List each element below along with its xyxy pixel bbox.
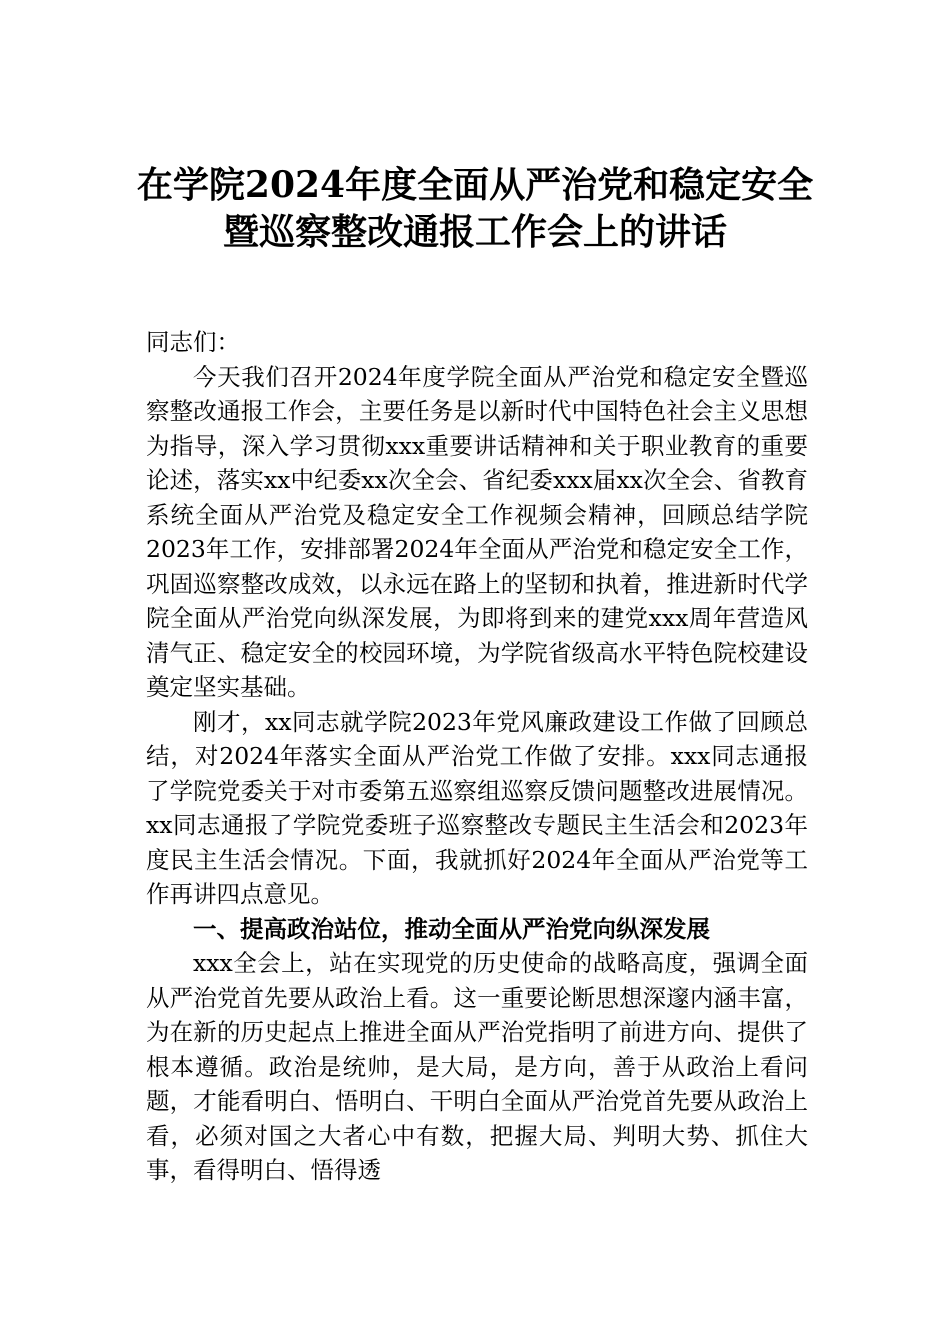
document-title-line-1: 在学院2024年度全面从严治党和稳定安全 bbox=[136, 164, 814, 206]
salutation: 同志们： bbox=[146, 328, 240, 356]
document-title-line-2: 暨巡察整改通报工作会上的讲话 bbox=[222, 211, 727, 253]
paragraph-1: 今天我们召开2024年度学院全面从严治党和稳定安全暨巡察整改通报工作会，主要任务是以新时代中国特色社会主义思想为指导，深入学习贯彻xxx重要讲话精神和关于职业教育的重要论述，落实xx中纪委xx次全会、省纪委xxx届xx次全会、省教育系统全面从严治党及稳定安全工作视频会精神，回顾总结学院2023年工作，安排部署2024年全面从严治党和稳定安全工作，巩固巡察整改成效，以永远在路上的坚韧和执着，推进新时代学院全面从严治党向纵深发展，为即将到来的建党xxx周年营造风清气正、稳定安全的校园环境，为学院省级高水平特色院校建设奠定坚实基础。 bbox=[146, 362, 808, 701]
document-body bbox=[146, 325, 808, 1188]
paragraph-2: 刚才，xx同志就学院2023年党风廉政建设工作做了回顾总结，对2024年落实全面从严治党工作做了安排。xxx同志通报了学院党委关于对市委第五巡察组巡察反馈问题整改进展情况。xx同志通报了学院党委班子巡察整改专题民主生活会和2023年度民主生活会情况。下面，我就抓好2024年全面从严治党等工作再讲四点意见。 bbox=[146, 707, 808, 908]
section-heading-1: 一、提高政治站位，推动全面从严治党向纵深发展 bbox=[193, 914, 710, 943]
paragraph-3: xxx全会上，站在实现党的历史使命的战略高度，强调全面从严治党首先要从政治上看。这一重要论断思想深邃内涵丰富，为在新的历史起点上推进全面从严治党指明了前进方向、提供了根本遵循。政治是统帅，是大局，是方向，善于从政治上看问题，才能看明白、悟明白、干明白全面从严治党首先要从政治上看，必须对国之大者心中有数，把握大局、判明大势、抓住大事，看得明白、悟得透 bbox=[146, 949, 808, 1184]
